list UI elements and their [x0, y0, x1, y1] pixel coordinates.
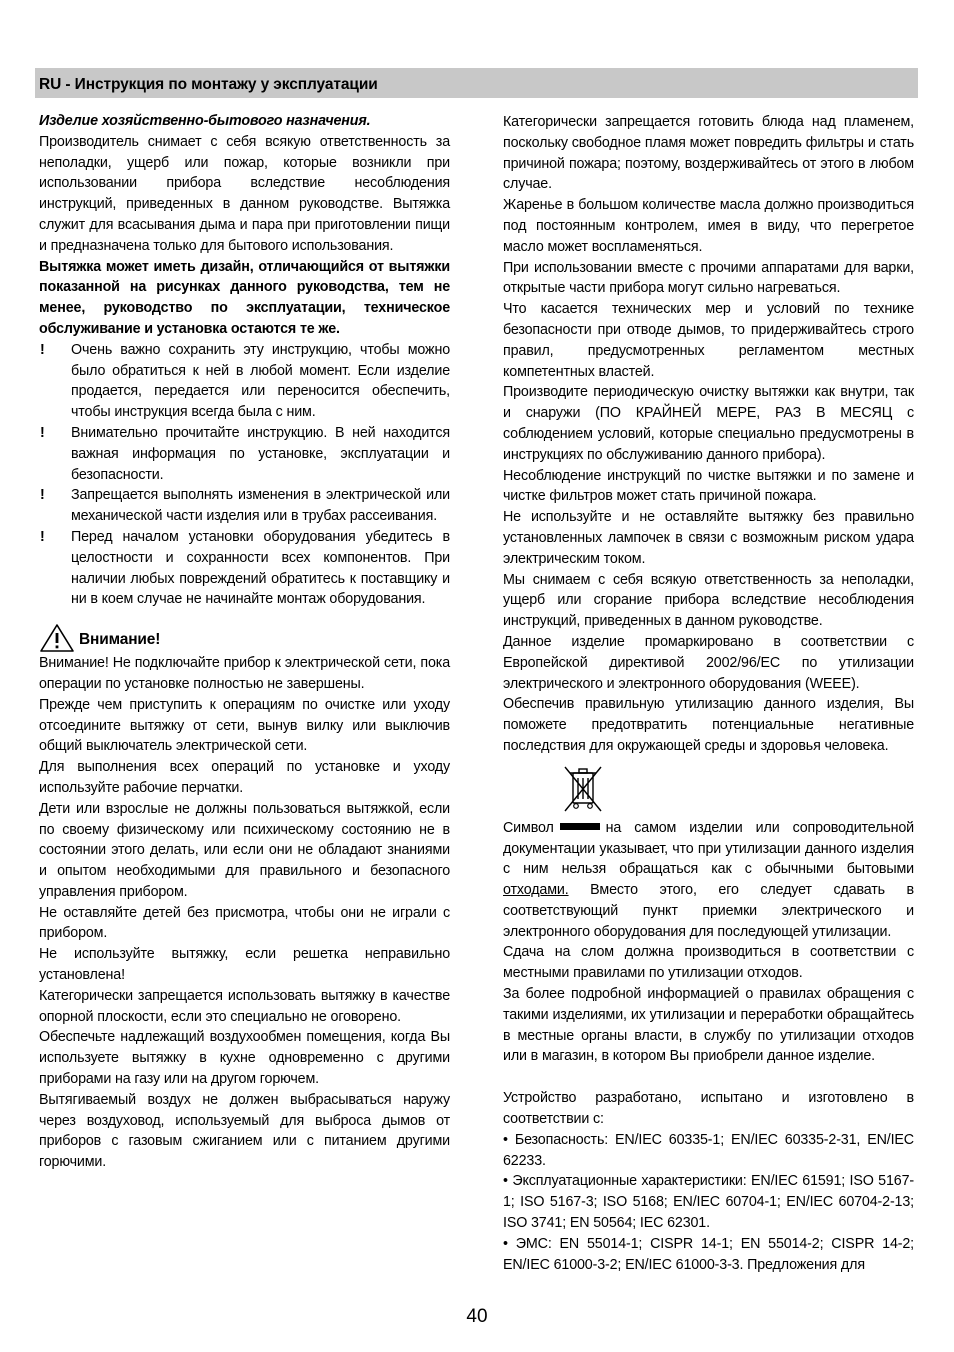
warning-paragraph: Категорически запрещается использовать вытяжку в качестве опорной плоскости, если это специально не оговорено. [39, 987, 450, 1025]
section-title: RU - Инструкция по монтажу у эксплуатации [39, 76, 378, 93]
standards-item: • Эксплуатационные характеристики: EN/IEC 61591; ISO 5167-1; ISO 5167-3; ISO 5168; EN/IEC 60704-1; EN/IEC 60704-2-13; ISO 3741; EN 50564; IEC 62301. [503, 1173, 914, 1232]
disposal-paragraph: Сдача на слом должна производиться в соответствии с местными правилами по утилизации отходов. [503, 944, 914, 982]
warning-paragraph: Прежде чем приступить к операциям по очистке или уходу отсоедините вытяжку от сети, вынув вилку или выключив общий выключатель электрической сети. [39, 696, 450, 755]
bullet-item [39, 423, 450, 485]
bullet-item [39, 527, 450, 610]
bullet-text: Внимательно прочитайте инструкцию. В ней находится важная информация по установке, эксплуатации и безопасности. [71, 424, 450, 483]
black-bar-symbol [560, 823, 600, 830]
safety-paragraph: Несоблюдение инструкций по чистке вытяжки и по замене и чистке фильтров может стать причиной пожара. [503, 467, 914, 505]
symbol-text: на самом изделии или сопроводительной документации указывает, что при утилизации данного изделия с ним нельзя обращаться как с обычными бытовыми [503, 819, 914, 878]
warning-paragraph: Дети или взрослые не должны пользоваться вытяжкой, если по своему физическому или психическому состоянию не в состоянии этого делать, или если они не обладают знаниями и опытом необходимыми для правильного и безопасного управления прибором. [39, 800, 450, 900]
weee-paragraph: Обеспечив правильную утилизацию данного изделия, Вы поможете предотвратить потенциальные негативные последствия для окружающей среды и здоровья человека. [503, 696, 914, 754]
right-column [503, 112, 914, 1275]
warning-title: Внимание! [79, 631, 161, 649]
warning-triangle-icon [39, 623, 75, 653]
safety-paragraph: Не используйте и не оставляйте вытяжку без правильно установленных лампочек в связи с возможным риском удара электрическим током. [503, 509, 914, 567]
safety-paragraph: Производите периодическую очистку вытяжки как внутри, так и снаружи (ПО КРАЙНЕЙ МЕРЕ, РАЗ В МЕСЯЦ с соблюдением условий, которые специально предусмотрены в инструкциях по обслуживанию данного прибора). [503, 384, 914, 463]
bullet-text: Очень важно сохранить эту инструкцию, чтобы можно было обратиться к ней в любой момент. Если изделие продается, передается или переносится обеспечить, чтобы инструкция всегда была с ним. [71, 341, 450, 421]
warning-paragraph: Вытягиваемый воздух не должен выбрасываться наружу через воздуховод, используемый для выброса дымов от приборов с газовым сжиганием или с питанием другими горючими. [39, 1091, 450, 1171]
standards-item: • Безопасность: EN/IEC 60335-1; EN/IEC 60335-2-31, EN/IEC 62233. [503, 1131, 914, 1169]
safety-paragraph: При использовании вместе с прочими аппаратами для варки, открытые части прибора могут сильно нагреваться. [503, 259, 914, 297]
product-purpose-subtitle: Изделие хозяйственно-бытового назначения. [39, 113, 371, 129]
exclamation-mark: ! [40, 341, 45, 358]
waste-word: отходами. [503, 882, 569, 899]
symbol-tail: Вместо этого, его следует сдавать в соответствующий пункт приемки электрического и электронного оборудования для последующей утилизации. [503, 882, 914, 940]
safety-paragraph: Жаренье в большом количестве масла должно производиться под постоянным контролем, имея в виду, что перегретое масло может воспламеняться. [503, 197, 914, 255]
liability-paragraph: Производитель снимает с себя всякую ответственность за неполадки, ущерб или пожар, которые возникли при использовании прибора вследствие несоблюдения инструкций, приведенных в данном руководстве. Вытяжка служит для всасывания дыма и пара при приготовлении пищи и предназначена только для бытового использования. [39, 133, 450, 254]
crossed-bin-icon [561, 765, 607, 815]
symbol-prefix: Символ [503, 819, 554, 836]
weee-icon-container [503, 765, 914, 815]
warning-paragraph: Для выполнения всех операций по установке и уходу используйте рабочие перчатки. [39, 759, 450, 796]
exclamation-mark: ! [40, 487, 45, 504]
section-header-bar [35, 68, 918, 98]
warning-heading [39, 621, 450, 653]
symbol-paragraph [503, 818, 914, 943]
standards-intro: Устройство разработано, испытано и изготовлено в соответствии с: [503, 1090, 914, 1128]
warning-paragraph: Обеспечьте надлежащий воздухообмен помещения, когда Вы используете вытяжку в кухне одновременно с другими приборами на газу или на другом горючем. [39, 1029, 450, 1088]
warning-paragraph: Не используйте вытяжку, если решетка неправильно установлена! [39, 946, 450, 984]
bullet-item [39, 340, 450, 423]
bullet-text: Перед началом установки оборудования убедитесь в целостности и сохранности всех компонентов. При наличии любых повреждений обратитесь к поставщику и ни в коем случае не начинайте монтаж оборудования. [71, 528, 450, 608]
warning-paragraph: Не оставляйте детей без присмотра, чтобы они не играли с прибором. [39, 904, 450, 942]
standards-item: • ЭМС: EN 55014-1; CISPR 14-1; EN 55014-2; CISPR 14-2; EN/IEC 61000-3-2; EN/IEC 61000-3-3. Предложения для [503, 1235, 914, 1273]
spacer [503, 1067, 914, 1088]
safety-paragraph: Категорически запрещается готовить блюда над пламенем, поскольку свободное пламя может повредить фильтры и стать причиной пожара; поэтому, воздерживайтесь от этого в любом случае. [503, 114, 914, 193]
left-column [39, 111, 450, 1173]
page-number: 40 [466, 1306, 488, 1327]
bullet-item [39, 485, 450, 527]
design-notice: Вытяжка может иметь дизайн, отличающийся от вытяжки показанной на рисунках данного руководства, тем не менее, руководство по эксплуатации, техническое обслуживание и установка остаются те же. [39, 258, 450, 337]
safety-paragraph: Что касается технических мер и условий по технике безопасности при отводе дымов, то придерживайтесь строго правил, предусмотренных регламентом местных компетентных властей. [503, 301, 914, 380]
safety-paragraph: Мы снимаем с себя всякую ответственность за неполадки, ущерб или сгорание прибора вследствие несоблюдения инструкций, приведенных в данном руководстве. [503, 571, 914, 630]
disposal-paragraph: За более подробной информацией о правилах обращения с такими изделиями, их утилизации и переработки обращайтесь в местные органы власти, в службу по утилизации отходов или в магазин, в котором Вы приобрели данное изделие. [503, 986, 914, 1065]
warning-paragraph: Внимание! Не подключайте прибор к электрической сети, пока операции по установке полностью не завершены. [39, 655, 450, 692]
exclamation-mark: ! [40, 424, 45, 441]
bullet-text: Запрещается выполнять изменения в электрической или механической части изделия или в трубах рассеивания. [71, 487, 450, 525]
weee-paragraph: Данное изделие промаркировано в соответствии с Европейской директивой 2002/96/EC по утилизации электрического и электронного оборудования (WEEE). [503, 633, 914, 692]
exclamation-mark: ! [40, 528, 45, 545]
